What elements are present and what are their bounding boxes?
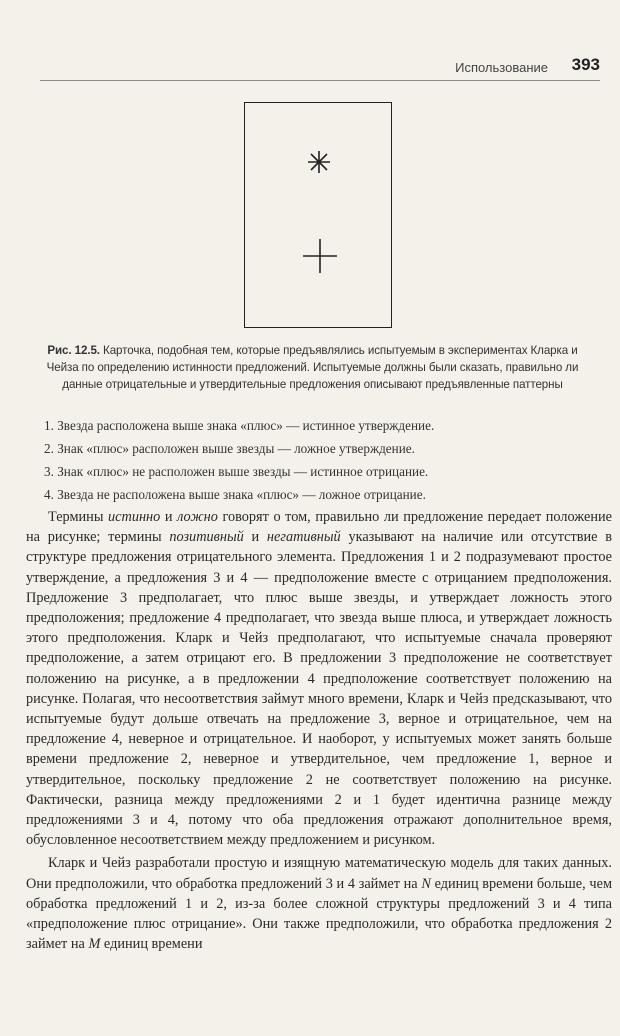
figure-label: Рис. 12.5.	[47, 344, 100, 357]
card-drawing	[245, 103, 393, 329]
list-item: 4. Звезда не расположена выше знака «плюс» — ложное отрицание.	[44, 487, 426, 502]
paragraph: Термины истинно и ложно говорят о том, правильно ли предложение передает положение на рисунке; термины позитивный и негативный указывают на наличие или отсутствие в структуре предложения отрицательного элемента. Предложения 1 и 2 подразумевают простое утверждение, а предложения 3 и 4 — предположение вместе с отрицанием предположения. Предложение 3 предполагает, что плюс выше звезды, и утверждает ложность этого предположения; предложение 4 предполагает, что звезда выше плюса, и утверждает ложность этого предположения. Кларк и Чейз предполагают, что испытуемые сначала проверяют предположение, а затем отрицают его. В предложении 3 предположение не соответствует положению на рисунке, а в предложении 4 предположение соответствует положению на рисунке. Полагая, что несоответствия займут много времени, Кларк и Чейз предсказывают, что испытуемые будут дольше отвечать на предложение 3, верное и отрицательное, чем на предложение 4, неверное и отрицательное. И наоборот, у испытуемых может занять больше времени предложение 2, неверное и утвердительное, чем предложение 1, верное и утвердительное, поскольку предложение 2 не соответствует положению на рисунке. Фактически, разница между предложениями 2 и 1 будет идентична разнице между предложениями 3 и 4, потому что оба предложения отражают дополнительное время, обусловленное несоответствием между предложением и рисунком.	[26, 509, 612, 849]
figure-card	[244, 102, 392, 328]
figure-caption	[30, 342, 595, 393]
page-number: 393	[571, 55, 600, 74]
paragraph: Кларк и Чейз разработали простую и изящную математическую модель для таких данных. Они предположили, что обработка предложений 3 и 4 займет на N единиц времени больше, чем обработка предложений 1 и 2, из-за более сложной структуры предложений 3 и 4 типа «предположение плюс отрицание». Они также предположили, что обработка предложения 2 займет на M единиц времени	[26, 855, 612, 953]
running-header	[40, 54, 600, 81]
list-item: 1. Звезда расположена выше знака «плюс» — истинное утверждение.	[44, 418, 435, 433]
list-item: 2. Знак «плюс» расположен выше звезды — ложное утверждение.	[44, 441, 415, 456]
section-title: Использование	[455, 60, 548, 75]
plus-icon	[303, 239, 337, 273]
caption-text: Карточка, подобная тем, которые предъявлялись испытуемым в экспериментах Кларка и Чейза по определению истинности предложений. Испытуемые должны были сказать, правильно ли данные отрицательные и утвердительные предложения описывают предъявленные паттерны	[46, 344, 579, 391]
body-text	[26, 507, 612, 954]
star-icon	[308, 151, 330, 173]
list-item: 3. Знак «плюс» не расположен выше звезды — истинное отрицание.	[44, 464, 429, 479]
statement-list	[44, 414, 604, 506]
